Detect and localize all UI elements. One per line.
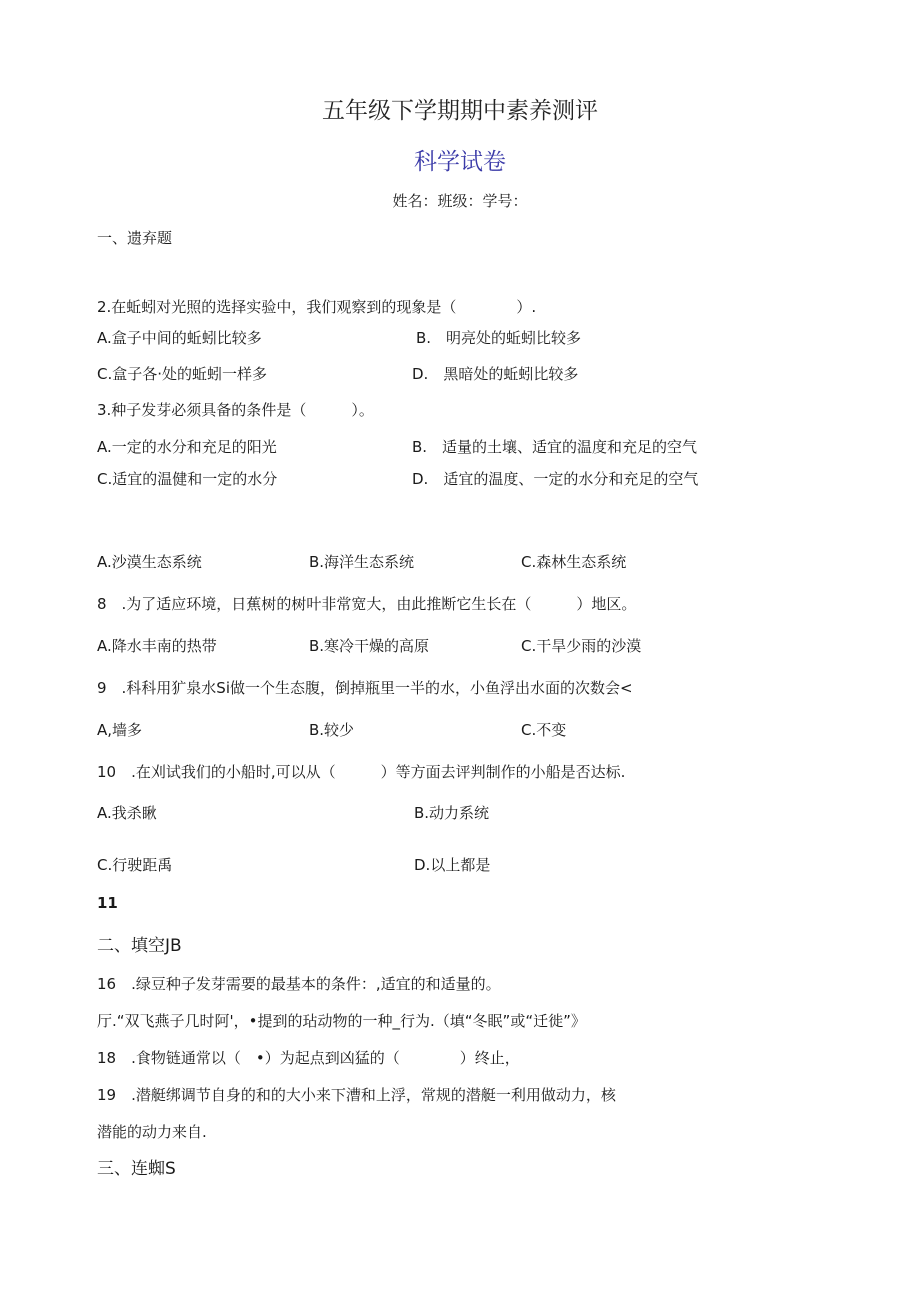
question-16: 16 .绿豆种子发芽需要的最基本的条件：,适宜的和适量的。 <box>97 975 501 993</box>
question-3-option-c: C.适宜的温健和一定的水分 <box>97 470 278 488</box>
section-1-heading: 一、遗弃题 <box>97 229 173 247</box>
question-3: 3.种子发芽必须具备的条件是（ ）。 <box>97 401 374 419</box>
ecosystem-option-c: C.森林生态系统 <box>521 553 627 571</box>
question-10-option-b: B.动力系统 <box>414 804 490 822</box>
question-2-option-a: A.盒子中间的蚯蚓比较多 <box>97 329 262 347</box>
question-8-option-b: B.寒冷干燥的高原 <box>309 637 430 655</box>
question-3-option-b: B. 适量的土壤、适宜的温度和充足的空气 <box>412 438 698 456</box>
ecosystem-option-b: B.海洋生态系统 <box>309 553 415 571</box>
question-9-option-b: B.较少 <box>309 721 355 739</box>
question-10-option-a: A.我杀瞅 <box>97 804 157 822</box>
question-2: 2.在蚯蚓对光照的选择实验中，我们观察到的现象是（ ）. <box>97 298 537 316</box>
exam-subtitle: 科学试卷 <box>414 149 506 175</box>
section-3-heading: 三、连蜘S <box>97 1159 176 1179</box>
question-8: 8 .为了适应环境，日蕉树的树叶非常宽大，由此推断它生长在（ ）地区。 <box>97 595 637 613</box>
question-10: 10 .在刈试我们的小船时,可以从（ ）等方面去评判制作的小船是否达标. <box>97 763 626 781</box>
ecosystem-option-a: A.沙漠生态系统 <box>97 553 202 571</box>
question-9: 9 .科科用犷泉水Si做一个生态腹，倒掉瓶里一半的水，小鱼浮出水面的次数会< <box>97 679 633 697</box>
question-2-option-c: C.盒子各·处的蚯蚓一样多 <box>97 365 268 383</box>
question-10-option-c: C.行驶距禹 <box>97 856 173 874</box>
exam-title: 五年级下学期期中素养测评 <box>322 98 598 124</box>
question-19-continued: 潜能的动力来自. <box>97 1123 207 1141</box>
question-3-option-a: A.一定的水分和充足的阳光 <box>97 438 277 456</box>
question-2-option-b: B. 明亮处的蚯蚓比较多 <box>416 329 582 347</box>
question-17: 厅.“双飞燕子几时阿'，•提到的玷动物的一种_行为.（填“冬眠”或“迁徙”》 <box>97 1012 586 1030</box>
question-18: 18 .食物链通常以（ •）为起点到凶猛的（ ）终止， <box>97 1049 520 1067</box>
question-2-option-d: D. 黑暗处的蚯蚓比较多 <box>412 365 579 383</box>
question-10-option-d: D.以上都是 <box>414 856 491 874</box>
question-19: 19 .潜艇绑调节自身的和的大小来下漕和上浮，常规的潜艇一利用做动力，核 <box>97 1086 616 1104</box>
question-8-option-a: A.降水丰南的热带 <box>97 637 217 655</box>
question-9-option-a: A,墙多 <box>97 721 143 739</box>
question-8-option-c: C.干旱少雨的沙漠 <box>521 637 642 655</box>
student-info-line: 姓名：班级：学号： <box>392 192 528 210</box>
section-2-heading: 二、填空JB <box>97 936 182 956</box>
question-11: 11 <box>97 894 118 912</box>
question-3-option-d: D. 适宜的温度、一定的水分和充足的空气 <box>412 470 699 488</box>
question-9-option-c: C.不变 <box>521 721 567 739</box>
